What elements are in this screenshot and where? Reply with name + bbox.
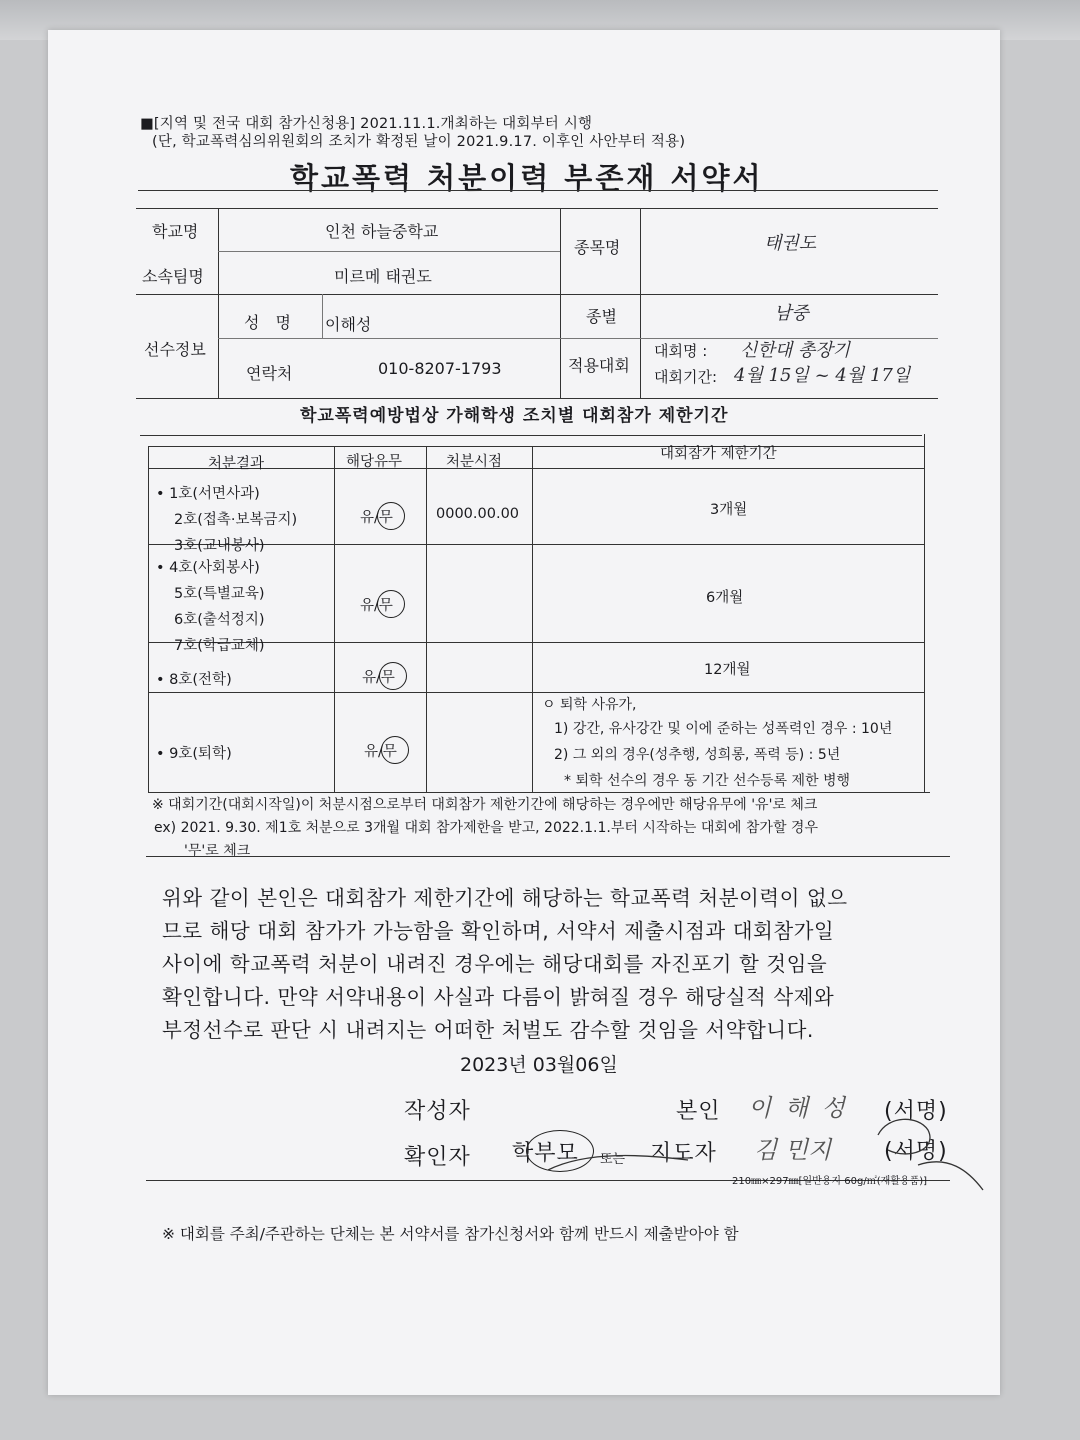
writer-label: 작성자: [404, 1099, 471, 1124]
gender-value: 남중: [774, 303, 809, 324]
th-applicable: 해당유무: [346, 454, 403, 470]
confirmer-label: 확인자: [404, 1145, 471, 1170]
header-line-1: ■[지역 및 전국 대회 참가신청용] 2021.11.1.개최하는 대회부터 시행: [140, 116, 593, 132]
row1-item-3: 3호(교내봉사): [174, 538, 265, 554]
row3-item-1: • 8호(전학): [156, 672, 232, 688]
pledge-line-1: 위와 같이 본인은 대회참가 제한기간에 해당하는 학교폭력 처분이력이 없으: [162, 886, 848, 910]
pledge-line-2: 므로 해당 대회 참가가 가능함을 확인하며, 서약서 제출시점과 대회참가일: [162, 919, 835, 943]
info-rule-bottom: [136, 398, 938, 399]
header-line-2: (단, 학교폭력심의위원회의 조치가 확정된 날이 2021.9.17. 이후인 사안부터 적용): [152, 134, 686, 150]
row2-no-circle: [377, 590, 405, 618]
th-date: 처분시점: [446, 454, 503, 470]
event-name-label: 대회명 :: [654, 342, 708, 360]
row2-yes-no: 유/무: [360, 598, 393, 614]
row4-period-line-4: * 퇴학 선수의 경우 동 기간 선수등록 제한 병행: [564, 773, 851, 789]
rt-col-3: [532, 446, 533, 792]
rt-col-2: [426, 446, 427, 792]
self-sign: (서명): [884, 1099, 948, 1124]
restriction-title: 학교폭력예방법상 가해학생 조치별 대회참가 제한기간: [300, 406, 729, 426]
name-value: 이해성: [325, 315, 372, 334]
row4-no-circle: [381, 736, 409, 764]
row2-item-1: • 4호(사회봉사): [156, 560, 260, 576]
note-line-1: ※ 대회기간(대회시작일)이 처분시점으로부터 대회참가 제한기간에 해당하는 경우에만 해당유무에 '유'로 체크: [152, 797, 818, 813]
event-period-label: 대회기간:: [654, 368, 718, 386]
paper-spec: 210㎜×297㎜[일반용지 60g/㎡(재활용품)]: [732, 1176, 928, 1187]
pledge-line-5: 부정선수로 판단 시 내려지는 어떠한 처벌도 감수할 것임을 서약합니다.: [162, 1018, 814, 1042]
row4-item-1: • 9호(퇴학): [156, 746, 232, 762]
footer-note: ※ 대회를 주최/주관하는 단체는 본 서약서를 참가신청서와 함께 반드시 제출받아야 함: [162, 1225, 739, 1243]
note-rule: [146, 856, 950, 857]
row4-period-line-2: 1) 강간, 유사강간 및 이에 준하는 성폭력인 경우 : 10년: [554, 721, 893, 737]
coach-sign: (서명): [884, 1139, 948, 1164]
row4-period-line-1: ㅇ 퇴학 사유가,: [542, 697, 637, 713]
info-col-1: [218, 208, 219, 398]
row2-item-4: 7호(학급교체): [174, 638, 265, 654]
school-value: 인천 하늘중학교: [325, 222, 439, 241]
pledge-line-3: 사이에 학교폭력 처분이 내려진 경우에는 해당대회를 자진포기 할 것임을: [162, 952, 828, 976]
event-period-value: 4월 15일 ~ 4월 17일: [734, 365, 911, 386]
info-rule-school: [218, 251, 560, 252]
sport-label: 종목명: [574, 238, 621, 257]
info-col-name: [322, 294, 323, 338]
coach-label: 지도자: [650, 1141, 717, 1166]
contact-label: 연락처: [246, 364, 293, 383]
row2-item-3: 6호(출석정지): [174, 612, 265, 628]
gender-label: 종별: [586, 307, 617, 326]
row3-yes-no: 유/무: [362, 670, 395, 686]
info-col-3: [640, 208, 641, 398]
title-rule: [138, 190, 938, 191]
rt-col-0: [148, 446, 149, 792]
row2-period: 6개월: [706, 590, 744, 606]
handwritten-signature-mark: [528, 1110, 998, 1200]
info-rule-mid: [136, 294, 938, 295]
row4-yes-no: 유/무: [364, 744, 397, 760]
info-rule-top: [136, 208, 938, 209]
team-label: 소속팀명: [142, 267, 204, 286]
row2-item-2: 5호(특별교육): [174, 586, 265, 602]
self-name: 이 해 성: [748, 1094, 848, 1122]
sport-value: 태권도: [764, 233, 817, 254]
parent-label: 학부모: [512, 1141, 579, 1166]
row1-period: 3개월: [710, 502, 748, 518]
th-period: 대회참가 제한기간: [660, 446, 777, 462]
player-info-label: 선수정보: [144, 340, 206, 359]
rt-col-1: [334, 446, 335, 792]
rt-col-4: [924, 434, 925, 792]
pledge-date: 2023년 03월06일: [460, 1054, 618, 1076]
pledge-line-4: 확인합니다. 만약 서약내용이 사실과 다름이 밝혀질 경우 해당실적 삭제와: [162, 985, 835, 1009]
rt-rule-bottom: [148, 792, 930, 793]
event-label: 적용대회: [568, 356, 630, 375]
or-label: 또는: [600, 1152, 626, 1167]
row1-item-2: 2호(접촉·보복금지): [174, 512, 298, 528]
school-label: 학교명: [152, 222, 199, 241]
row3-no-circle: [379, 662, 407, 690]
note-line-3: '무'로 체크: [184, 843, 251, 859]
row1-item-1: • 1호(서면사과): [156, 486, 260, 502]
document-page: [48, 30, 1000, 1395]
rt-rule-head: [148, 468, 924, 469]
rt-rule-top: [148, 446, 924, 447]
row1-no-circle: [377, 502, 405, 530]
self-label: 본인: [676, 1099, 721, 1124]
row3-period: 12개월: [704, 662, 751, 678]
name-label: 성 명: [244, 313, 291, 332]
row1-yes-no: 유/무: [360, 510, 393, 526]
document-title: 학교폭력 처분이력 부존재 서약서: [290, 161, 764, 195]
rt-rule-row3: [148, 692, 924, 693]
contact-value: 010-8207-1793: [378, 359, 502, 378]
th-result: 처분결과: [208, 456, 265, 472]
row1-date: 0000.00.00: [436, 506, 520, 522]
info-col-2: [560, 208, 561, 398]
coach-name: 김 민지: [754, 1136, 832, 1164]
rt-rule-title: [140, 435, 922, 436]
row4-period-line-3: 2) 그 외의 경우(성추행, 성희롱, 폭력 등) : 5년: [554, 747, 841, 763]
note-line-2: ex) 2021. 9.30. 제1호 처분으로 3개월 대회 참가제한을 받고, 2022.1.1.부터 시작하는 대회에 참가할 경우: [154, 820, 818, 836]
event-name-value: 신한대 총장기: [740, 340, 851, 361]
team-value: 미르메 태권도: [334, 267, 432, 286]
